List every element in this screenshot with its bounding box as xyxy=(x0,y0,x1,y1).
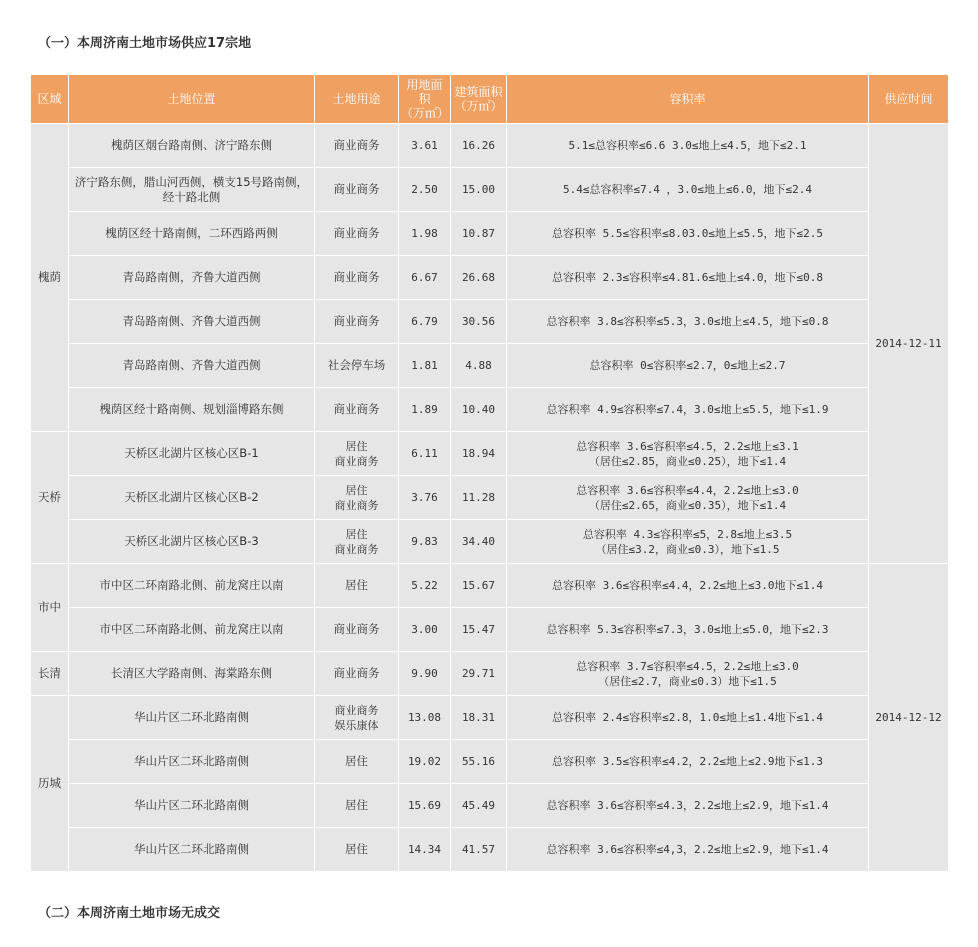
table-row xyxy=(31,476,949,520)
far-line: 总容积率 3.7≤容积率≤4.5，2.2≤地上≤3.0 xyxy=(576,659,799,673)
location-cell: 华山片区二环北路南侧 xyxy=(69,740,315,784)
table-header-row xyxy=(31,75,949,124)
build-area-cell: 18.94 xyxy=(451,432,507,476)
build-area-cell: 16.26 xyxy=(451,124,507,168)
use-cell xyxy=(315,476,399,520)
far-cell: 总容积率 2.3≤容积率≤4.81.6≤地上≤4.0，地下≤0.8 xyxy=(507,256,869,300)
far-cell xyxy=(507,476,869,520)
header-region: 区域 xyxy=(31,75,69,124)
land-area-cell: 9.90 xyxy=(399,652,451,696)
land-area-cell: 5.22 xyxy=(399,564,451,608)
far-cell: 总容积率 5.3≤容积率≤7.3，3.0≤地上≤5.0，地下≤2.3 xyxy=(507,608,869,652)
header-build-area xyxy=(451,75,507,124)
use-cell: 商业商务 xyxy=(315,388,399,432)
build-area-cell: 15.47 xyxy=(451,608,507,652)
far-line: （居住≤2.85，商业≤0.25），地下≤1.4 xyxy=(588,454,787,468)
location-cell: 青岛路南侧，齐鲁大道西侧 xyxy=(69,256,315,300)
land-area-cell: 15.69 xyxy=(399,784,451,828)
land-area-cell: 1.98 xyxy=(399,212,451,256)
far-cell: 总容积率 3.6≤容积率≤4,3，2.2≤地上≤2.9，地下≤1.4 xyxy=(507,828,869,872)
land-area-cell: 13.08 xyxy=(399,696,451,740)
location-cell: 华山片区二环北路南侧 xyxy=(69,828,315,872)
header-land-area-unit: （万㎡） xyxy=(401,106,450,120)
build-area-cell: 10.40 xyxy=(451,388,507,432)
build-area-cell: 4.88 xyxy=(451,344,507,388)
header-build-area-label: 建筑面积 xyxy=(454,85,503,99)
far-cell: 总容积率 3.8≤容积率≤5.3，3.0≤地上≤4.5，地下≤0.8 xyxy=(507,300,869,344)
header-build-area-unit: （万㎡） xyxy=(454,99,503,113)
far-line: （居住≤3.2，商业≤0.3），地下≤1.5 xyxy=(595,542,780,556)
build-area-cell: 34.40 xyxy=(451,520,507,564)
location-cell: 青岛路南侧、齐鲁大道西侧 xyxy=(69,344,315,388)
far-cell: 总容积率 3.6≤容积率≤4.3，2.2≤地上≤2.9，地下≤1.4 xyxy=(507,784,869,828)
table-row xyxy=(31,212,949,256)
build-area-cell: 10.87 xyxy=(451,212,507,256)
section-heading-no-deals: （二）本周济南土地市场无成交 xyxy=(38,906,221,921)
use-cell: 商业商务 xyxy=(315,256,399,300)
region-cell-tianqiao: 天桥 xyxy=(31,432,69,564)
land-area-cell: 1.89 xyxy=(399,388,451,432)
location-cell: 华山片区二环北路南侧 xyxy=(69,784,315,828)
location-cell: 槐荫区经十路南侧、规划淄博路东侧 xyxy=(69,388,315,432)
header-location: 土地位置 xyxy=(69,75,315,124)
land-area-cell: 3.76 xyxy=(399,476,451,520)
far-line: 总容积率 3.6≤容积率≤4.4，2.2≤地上≤3.0 xyxy=(576,483,799,497)
land-area-cell: 3.61 xyxy=(399,124,451,168)
land-area-cell: 1.81 xyxy=(399,344,451,388)
location-cell: 槐荫区经十路南侧，二环西路两侧 xyxy=(69,212,315,256)
header-use: 土地用途 xyxy=(315,75,399,124)
location-cell: 市中区二环南路北侧、前龙窝庄以南 xyxy=(69,564,315,608)
far-cell: 总容积率 0≤容积率≤2.7，0≤地上≤2.7 xyxy=(507,344,869,388)
use-line: 商业商务 xyxy=(334,498,379,512)
table-row xyxy=(31,828,949,872)
table-row xyxy=(31,124,949,168)
location-cell: 青岛路南侧、齐鲁大道西侧 xyxy=(69,300,315,344)
table-row xyxy=(31,256,949,300)
location-cell: 槐荫区烟台路南侧、济宁路东侧 xyxy=(69,124,315,168)
location-cell: 市中区二环南路北侧、前龙窝庄以南 xyxy=(69,608,315,652)
table-row xyxy=(31,696,949,740)
land-area-cell: 6.11 xyxy=(399,432,451,476)
use-cell: 商业商务 xyxy=(315,652,399,696)
build-area-cell: 29.71 xyxy=(451,652,507,696)
table-row xyxy=(31,564,949,608)
far-cell: 总容积率 5.5≤容积率≤8.03.0≤地上≤5.5，地下≤2.5 xyxy=(507,212,869,256)
use-cell: 商业商务 xyxy=(315,300,399,344)
use-cell xyxy=(315,520,399,564)
build-area-cell: 15.67 xyxy=(451,564,507,608)
build-area-cell: 26.68 xyxy=(451,256,507,300)
build-area-cell: 18.31 xyxy=(451,696,507,740)
land-area-cell: 2.50 xyxy=(399,168,451,212)
use-line: 娱乐康体 xyxy=(334,718,379,732)
use-cell: 居住 xyxy=(315,784,399,828)
build-area-cell: 11.28 xyxy=(451,476,507,520)
use-cell: 商业商务 xyxy=(315,608,399,652)
far-line: （居住≤2.65，商业≤0.35），地下≤1.4 xyxy=(588,498,787,512)
use-line: 居住 xyxy=(345,483,368,497)
far-cell: 总容积率 4.9≤容积率≤7.4，3.0≤地上≤5.5，地下≤1.9 xyxy=(507,388,869,432)
use-line: 商业商务 xyxy=(334,703,379,717)
build-area-cell: 45.49 xyxy=(451,784,507,828)
table-row xyxy=(31,740,949,784)
far-line: （居住≤2.7，商业≤0.3）地下≤1.5 xyxy=(598,674,777,688)
location-cell: 华山片区二环北路南侧 xyxy=(69,696,315,740)
header-land-area-label: 用地面积 xyxy=(406,78,443,106)
use-cell: 居住 xyxy=(315,564,399,608)
header-date: 供应时间 xyxy=(869,75,949,124)
location-cell: 济宁路东侧，腊山河西侧，横支15号路南侧，经十路北侧 xyxy=(69,168,315,212)
use-cell: 商业商务 xyxy=(315,124,399,168)
location-cell: 天桥区北湖片区核心区B-1 xyxy=(69,432,315,476)
far-cell xyxy=(507,652,869,696)
use-cell xyxy=(315,696,399,740)
far-cell xyxy=(507,432,869,476)
far-cell: 总容积率 3.5≤容积率≤4.2，2.2≤地上≤2.9地下≤1.3 xyxy=(507,740,869,784)
far-cell: 总容积率 2.4≤容积率≤2.8，1.0≤地上≤1.4地下≤1.4 xyxy=(507,696,869,740)
land-area-cell: 9.83 xyxy=(399,520,451,564)
far-line: 总容积率 3.6≤容积率≤4.5，2.2≤地上≤3.1 xyxy=(576,439,799,453)
land-area-cell: 14.34 xyxy=(399,828,451,872)
table-row xyxy=(31,344,949,388)
build-area-cell: 30.56 xyxy=(451,300,507,344)
location-cell: 长清区大学路南侧、海棠路东侧 xyxy=(69,652,315,696)
table-row xyxy=(31,300,949,344)
use-line: 居住 xyxy=(345,527,368,541)
table-row xyxy=(31,652,949,696)
land-area-cell: 19.02 xyxy=(399,740,451,784)
build-area-cell: 15.00 xyxy=(451,168,507,212)
build-area-cell: 55.16 xyxy=(451,740,507,784)
header-land-area xyxy=(399,75,451,124)
land-supply-table xyxy=(30,74,949,872)
section-heading-supply: （一）本周济南土地市场供应17宗地 xyxy=(38,36,252,51)
use-cell: 居住 xyxy=(315,740,399,784)
far-cell: 5.1≤总容积率≤6.6 3.0≤地上≤4.5，地下≤2.1 xyxy=(507,124,869,168)
land-area-cell: 6.67 xyxy=(399,256,451,300)
use-cell: 社会停车场 xyxy=(315,344,399,388)
date-cell-1212: 2014-12-12 xyxy=(869,564,949,872)
land-area-cell: 6.79 xyxy=(399,300,451,344)
far-cell: 5.4≤总容积率≤7.4 ，3.0≤地上≤6.0，地下≤2.4 xyxy=(507,168,869,212)
region-cell-licheng: 历城 xyxy=(31,696,69,872)
land-area-cell: 3.00 xyxy=(399,608,451,652)
table-row xyxy=(31,520,949,564)
location-cell: 天桥区北湖片区核心区B-2 xyxy=(69,476,315,520)
use-line: 商业商务 xyxy=(334,542,379,556)
region-cell-huaiyin: 槐荫 xyxy=(31,124,69,432)
table-row xyxy=(31,432,949,476)
use-cell: 商业商务 xyxy=(315,168,399,212)
table-row xyxy=(31,168,949,212)
table-row xyxy=(31,388,949,432)
far-line: 总容积率 4.3≤容积率≤5，2.8≤地上≤3.5 xyxy=(582,527,793,541)
use-line: 居住 xyxy=(345,439,368,453)
far-cell: 总容积率 3.6≤容积率≤4.4，2.2≤地上≤3.0地下≤1.4 xyxy=(507,564,869,608)
table-row xyxy=(31,784,949,828)
location-cell: 天桥区北湖片区核心区B-3 xyxy=(69,520,315,564)
use-line: 商业商务 xyxy=(334,454,379,468)
far-cell xyxy=(507,520,869,564)
region-cell-changqing: 长清 xyxy=(31,652,69,696)
region-cell-shizhong: 市中 xyxy=(31,564,69,652)
use-cell: 居住 xyxy=(315,828,399,872)
use-cell xyxy=(315,432,399,476)
table-row xyxy=(31,608,949,652)
build-area-cell: 41.57 xyxy=(451,828,507,872)
date-cell-1211: 2014-12-11 xyxy=(869,124,949,564)
header-far: 容积率 xyxy=(507,75,869,124)
use-cell: 商业商务 xyxy=(315,212,399,256)
